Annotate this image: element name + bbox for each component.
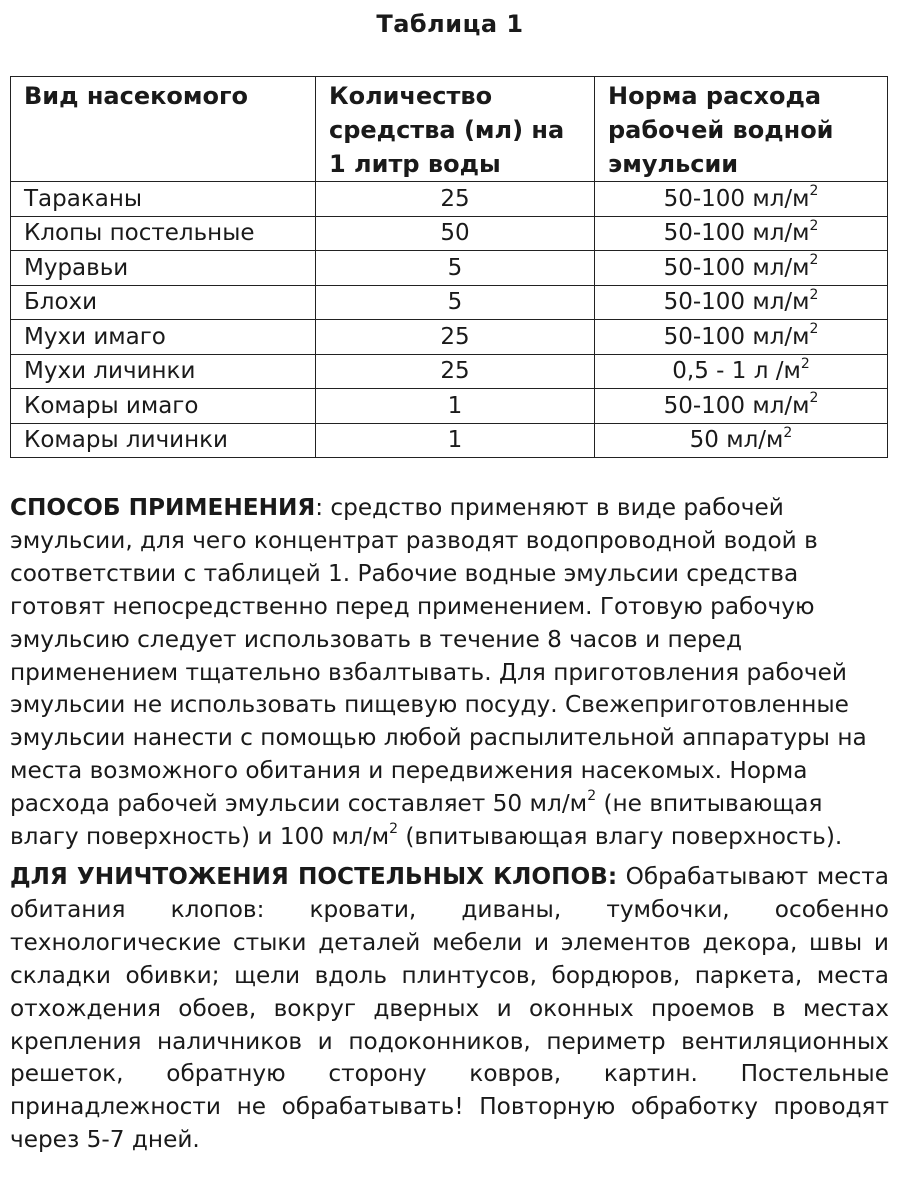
header-amount: Количество средства (мл) на 1 литр воды <box>316 77 595 182</box>
rate-cell: 50-100 $мл/м^2$ <box>595 216 888 251</box>
insect-cell: Мухи имаго <box>11 320 316 355</box>
amount-cell: 1 <box>316 423 595 458</box>
insect-cell: Комары личинки <box>11 423 316 458</box>
amount-cell: 50 <box>316 216 595 251</box>
header-rate: Норма расхода рабочей водной эмульсии <box>595 77 888 182</box>
bedbug-treatment-paragraph: ДЛЯ УНИЧТОЖЕНИЯ ПОСТЕЛЬНЫХ КЛОПОВ: Обрабатывают места обитания клопов: кровати, диваны, тумбочки, особенно технологические стыки деталей мебели и элементов декора, швы и складки обивки; щели вдоль плинтусов, бордюров, паркета, места отхождения обоев, вокруг дверных и оконных проемов в местах крепления наличников и подоконников, периметр вентиляционных решеток, обратную сторону ковров, картин. Постельные принадлежности не обрабатывать! Повторную обработку проводят через 5-7 дней. <box>10 863 889 1154</box>
insect-cell: Тараканы <box>11 182 316 217</box>
table-row <box>11 182 888 217</box>
insect-cell: Муравьи <box>11 251 316 286</box>
table-row <box>11 216 888 251</box>
rate-cell: 50-100 $мл/м^2$ <box>595 320 888 355</box>
rate-cell: 50-100 $мл/м^2$ <box>595 389 888 424</box>
rate-cell: 50-100 $мл/м^2$ <box>595 285 888 320</box>
table-row <box>11 320 888 355</box>
header-insect: Вид насекомого <box>11 77 316 182</box>
application-method-heading: СПОСОБ ПРИМЕНЕНИЯ <box>10 494 316 521</box>
insect-cell: Клопы постельные <box>11 216 316 251</box>
insect-cell: Блохи <box>11 285 316 320</box>
table-row <box>11 423 888 458</box>
rate-cell: 50-100 $мл/м^2$ <box>595 182 888 217</box>
amount-cell: 1 <box>316 389 595 424</box>
table-row <box>11 389 888 424</box>
application-method-paragraph: СПОСОБ ПРИМЕНЕНИЯ: средство применяют в виде рабочей эмульсии, для чего концентрат разводят водопроводной водой в соответствии с таблицей 1. Рабочие водные эмульсии средства готовят непосредственно перед применением. Готовую рабочую эмульсию следует использовать в течение 8 часов и перед применением тщательно взбалтывать. Для приготовления рабочей эмульсии не использовать пищевую посуду. Свежеприготовленные эмульсии нанести с помощью любой распылительной аппаратуры на места возможного обитания и передвижения насекомых. Норма расхода рабочей эмульсии составляет 50 $мл/м^2$ (не впитывающая влагу поверхность) и 100 $мл/м^2$ (впитывающая влагу поверхность). <box>10 494 867 851</box>
table-row <box>11 285 888 320</box>
table-header-row <box>11 77 888 182</box>
insect-cell: Мухи личинки <box>11 354 316 389</box>
dosage-table <box>10 76 888 458</box>
amount-cell: 25 <box>316 320 595 355</box>
table-row <box>11 251 888 286</box>
rate-cell: 0,5 - 1 л $/м^2$ <box>595 354 888 389</box>
amount-cell: 25 <box>316 182 595 217</box>
amount-cell: 25 <box>316 354 595 389</box>
rate-cell: 50-100 $мл/м^2$ <box>595 251 888 286</box>
insect-cell: Комары имаго <box>11 389 316 424</box>
amount-cell: 5 <box>316 251 595 286</box>
amount-cell: 5 <box>316 285 595 320</box>
rate-cell: 50 $мл/м^2$ <box>595 423 888 458</box>
table-row <box>11 354 888 389</box>
table-title: Таблица 1 <box>376 10 524 38</box>
bedbug-treatment-heading: ДЛЯ УНИЧТОЖЕНИЯ ПОСТЕЛЬНЫХ КЛОПОВ: <box>10 863 618 890</box>
